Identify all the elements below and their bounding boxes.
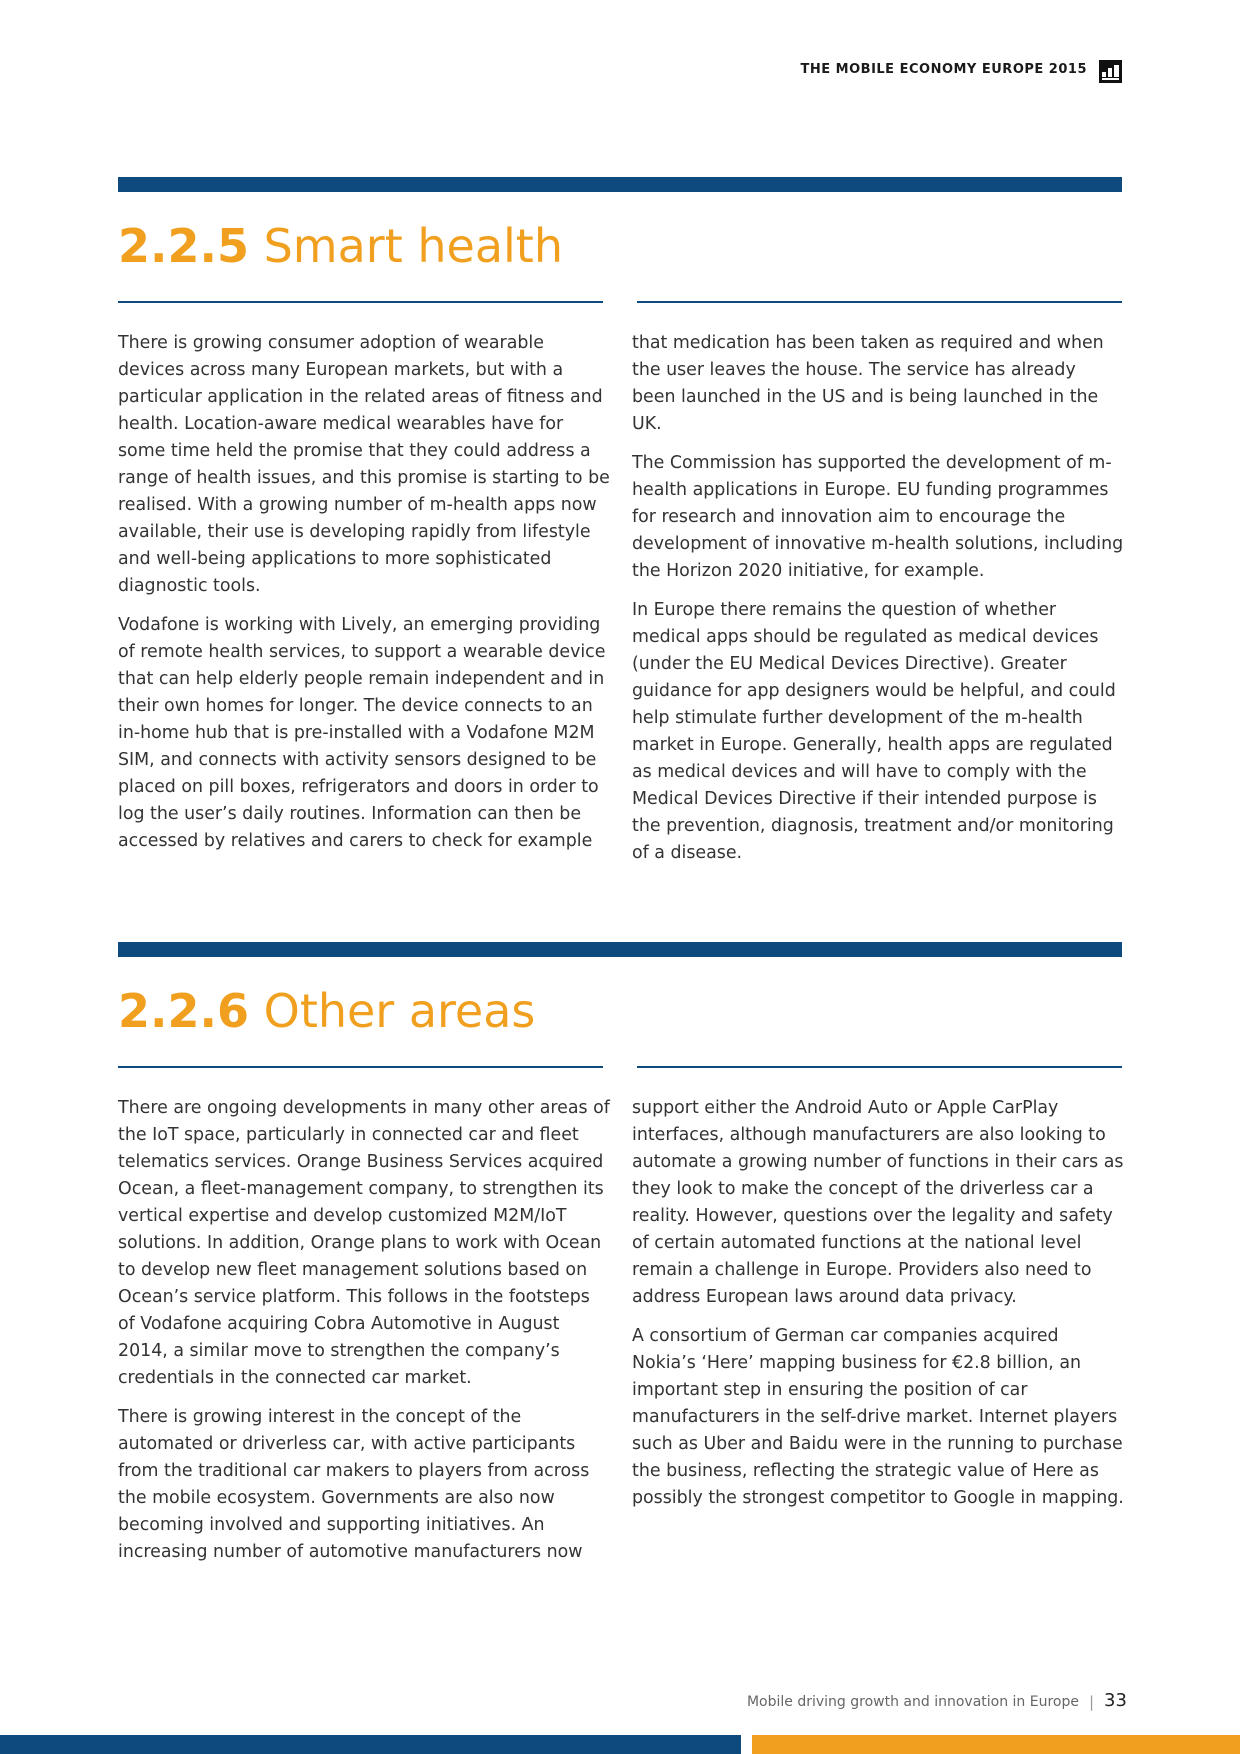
section-bar-other-areas [118,942,1122,957]
section-heading-other-areas [118,983,535,1039]
footer-bar-orange [752,1735,1240,1754]
section-heading-smart-health [118,218,563,274]
paragraph: There is growing interest in the concept of the automated or driverless car, with active participants from the traditional car makers to players from across the mobile ecosystem. Governments are also now becoming involved and supporting initiatives. An increasing number of automotive manufacturers now [118,1407,590,1562]
gsma-logo-icon [1099,60,1122,83]
paragraph: Vodafone is working with Lively, an emerging providing of remote health services, to support a wearable device that can help elderly people remain independent and in their own homes for longer. The device connects to an in-home hub that is pre-installed with a Vodafone M2M SIM, and connects with activity sensors designed to be placed on pill boxes, refrigerators and doors in order to log the user’s daily routines. Information can then be accessed by relatives and carers to check for example [118,615,606,851]
footer-bar-blue [0,1735,741,1754]
smart-health-left-column [118,330,610,867]
footer-separator: | [1089,1693,1095,1711]
paragraph: that medication has been taken as required and when the user leaves the house. The service has already been launched in the US and is being launched in the UK. [632,333,1104,434]
paragraph: There are ongoing developments in many other areas of the IoT space, particularly in connected car and fleet telematics services. Orange Business Services acquired Ocean, a fleet-management company, to strengthen its vertical expertise and develop customized M2M/IoT solutions. In addition, Orange plans to work with Ocean to develop new fleet management solutions based on Ocean’s service platform. This follows in the footsteps of Vodafone acquiring Cobra Automotive in August 2014, a similar move to strengthen the company’s credentials in the connected car market. [118,1098,610,1388]
smart-health-right-column [632,330,1124,879]
paragraph: A consortium of German car companies acquired Nokia’s ‘Here’ mapping business for €2.8 billion, an important step in ensuring the position of car manufacturers in the self-drive market. Internet players such as Uber and Baidu were in the running to purchase the business, reflecting the strategic value of Here as possibly the strongest competitor to Google in mapping. [632,1326,1124,1508]
paragraph: The Commission has supported the development of m-health applications in Europe. EU funding programmes for research and innovation aim to encourage the development of innovative m-health solutions, including the Horizon 2020 initiative, for example. [632,453,1124,581]
page-number: 33 [1104,1690,1127,1711]
column-rule-left [118,1066,603,1068]
column-rule-right [637,1066,1122,1068]
section-number: 2.2.5 [118,219,249,273]
section-title: Smart health [263,219,563,273]
column-rule-left [118,301,603,303]
paragraph: There is growing consumer adoption of wearable devices across many European markets, but with a particular application in the related areas of fitness and health. Location-aware medical wearables have for some time held the promise that they could address a range of health issues, and this promise is starting to be realised. With a growing number of m-health apps now available, their use is developing rapidly from lifestyle and well-being applications to more sophisticated diagnostic tools. [118,333,610,596]
footer-caption: Mobile driving growth and innovation in Europe [746,1694,1079,1710]
section-title: Other areas [263,984,536,1038]
other-areas-left-column [118,1095,610,1578]
section-bar-smart-health [118,177,1122,192]
running-header-title: THE MOBILE ECONOMY EUROPE 2015 [800,62,1087,77]
other-areas-right-column [632,1095,1124,1524]
paragraph: In Europe there remains the question of whether medical apps should be regulated as medical devices (under the EU Medical Devices Directive). Greater guidance for app designers would be helpful, and could help stimulate further development of the m-health market in Europe. Generally, health apps are regulated as medical devices and will have to comply with the Medical Devices Directive if their intended purpose is the prevention, diagnosis, treatment and/or monitoring of a disease. [632,600,1116,863]
column-rule-right [637,301,1122,303]
paragraph: support either the Android Auto or Apple CarPlay interfaces, although manufacturers are also looking to automate a growing number of functions in their cars as they look to make the concept of the driverless car a reality. However, questions over the legality and safety of certain automated functions at the national level remain a challenge in Europe. Providers also need to address European laws around data privacy. [632,1098,1124,1307]
section-number: 2.2.6 [118,984,249,1038]
